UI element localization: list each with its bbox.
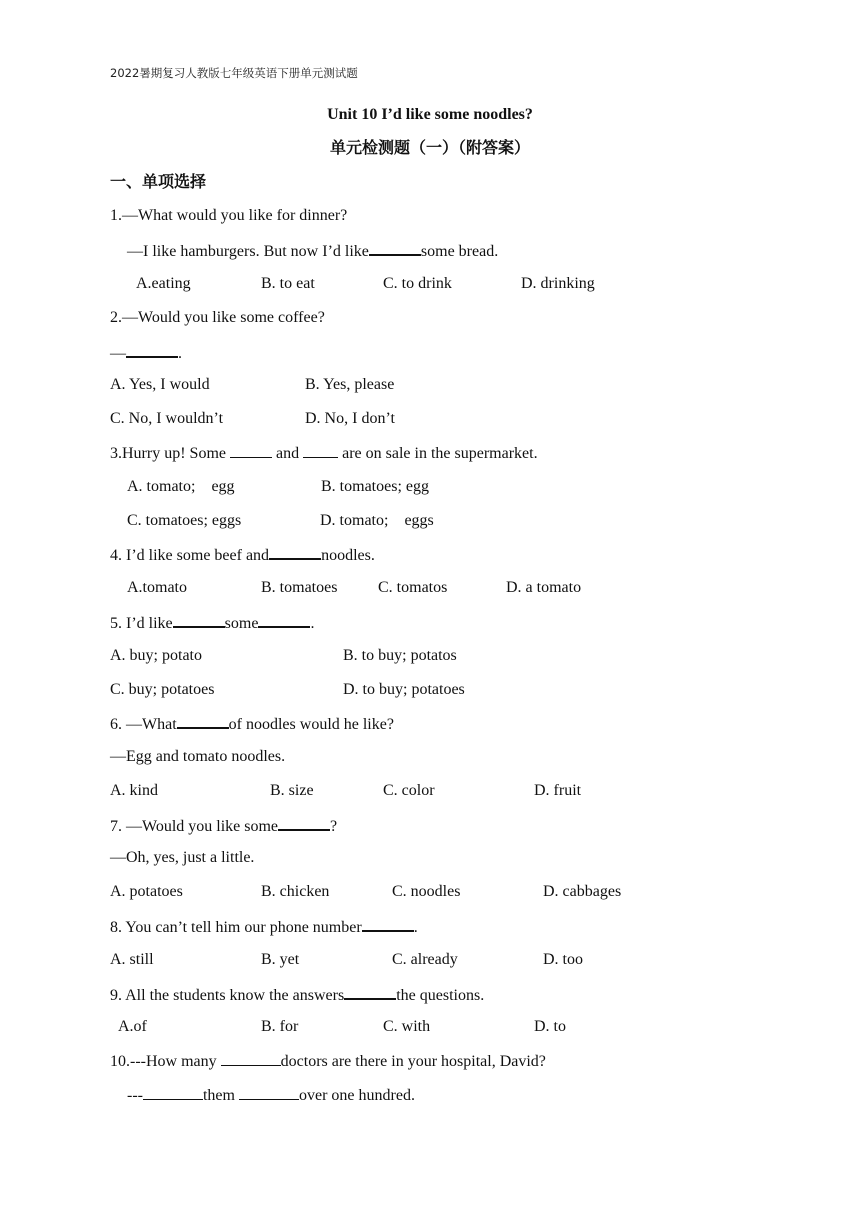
question-7-option-c: C. noodles [392,883,461,900]
question-1-option-b: B. to eat [261,275,315,292]
question-3-option-a: A. tomato; egg [127,478,235,495]
question-6-option-a: A. kind [110,782,158,799]
question-8-stem: 8. You can’t tell him our phone number . [110,916,418,938]
question-8-option-c: C. already [392,951,458,968]
question-6-reply: —Egg and tomato noodles. [110,748,286,765]
answer-blank [143,1085,203,1100]
question-3-option-b: B. tomatoes; egg [321,478,429,495]
question-8-option-d: D. too [543,951,583,968]
answer-blank [258,612,310,628]
question-2-option-c: C. No, I wouldn’t [110,410,224,427]
section-heading: 一、单项选择 [110,172,207,191]
answer-blank [221,1051,281,1066]
question-10-stem: 10.---How many doctors are there in your hospital, David? [110,1053,546,1070]
question-10-reply: --- them over one hundred. [127,1087,415,1104]
question-9-option-b: B. for [261,1018,299,1035]
question-8-option-b: B. yet [261,951,300,968]
question-4-option-a: A.tomato [127,579,187,596]
question-1-line2: —I like hamburgers. But now I’d like some bread. [127,240,498,262]
question-1-option-c: C. to drink [383,275,452,292]
question-4-stem: 4. I’d like some beef and noodles. [110,544,375,566]
answer-blank [344,984,396,1000]
answer-blank [303,443,338,458]
question-8-option-a: A. still [110,951,154,968]
question-5-option-b: B. to buy; potatos [343,647,457,664]
unit-title: Unit 10 I’d like some noodles? [327,106,533,123]
question-6-option-b: B. size [270,782,314,799]
question-5-stem: 5. I’d like some . [110,612,314,634]
question-4-option-b: B. tomatoes [261,579,338,596]
question-9-option-c: C. with [383,1018,431,1035]
question-3-option-d: D. tomato; eggs [320,512,434,529]
question-7-option-b: B. chicken [261,883,330,900]
question-2-option-a: A. Yes, I would [110,376,210,393]
answer-blank [269,544,321,560]
answer-blank [278,815,330,831]
answer-blank [369,240,421,256]
question-1-stem: 1.—What would you like for dinner? [110,207,348,224]
answer-blank [173,612,225,628]
question-5-option-d: D. to buy; potatoes [343,681,465,698]
question-5-option-c: C. buy; potatoes [110,681,215,698]
answer-blank [239,1085,299,1100]
test-subtitle: 单元检测题（一）（附答案） [329,138,530,157]
question-9-stem: 9. All the students know the answers the questions. [110,984,484,1006]
question-2-stem: 2.—Would you like some coffee? [110,309,325,326]
question-6-option-d: D. fruit [534,782,582,799]
question-5-option-a: A. buy; potato [110,647,202,664]
question-9-option-a: A.of [118,1018,147,1035]
question-1-option-d: D. drinking [521,275,595,292]
answer-blank [126,342,178,358]
question-7-reply: —Oh, yes, just a little. [110,849,255,866]
question-6-option-c: C. color [383,782,435,799]
question-1-option-a: A.eating [136,275,191,292]
question-7-option-a: A. potatoes [110,883,183,900]
answer-blank [177,713,229,729]
question-2-answer-line: — . [110,342,182,364]
page-header: 2022暑期复习人教版七年级英语下册单元测试题 [110,66,358,80]
question-2-option-d: D. No, I don’t [305,410,395,427]
question-7-option-d: D. cabbages [543,883,622,900]
question-2-option-b: B. Yes, please [305,376,395,393]
question-3-stem: 3.Hurry up! Some and are on sale in the supermarket. [110,445,538,462]
question-9-option-d: D. to [534,1018,566,1035]
question-3-option-c: C. tomatoes; eggs [127,512,242,529]
question-7-stem: 7. —Would you like some ? [110,815,337,837]
answer-blank [230,443,272,458]
question-4-option-c: C. tomatos [378,579,448,596]
question-6-stem: 6. —What of noodles would he like? [110,713,394,735]
answer-blank [362,916,414,932]
question-4-option-d: D. a tomato [506,579,582,596]
